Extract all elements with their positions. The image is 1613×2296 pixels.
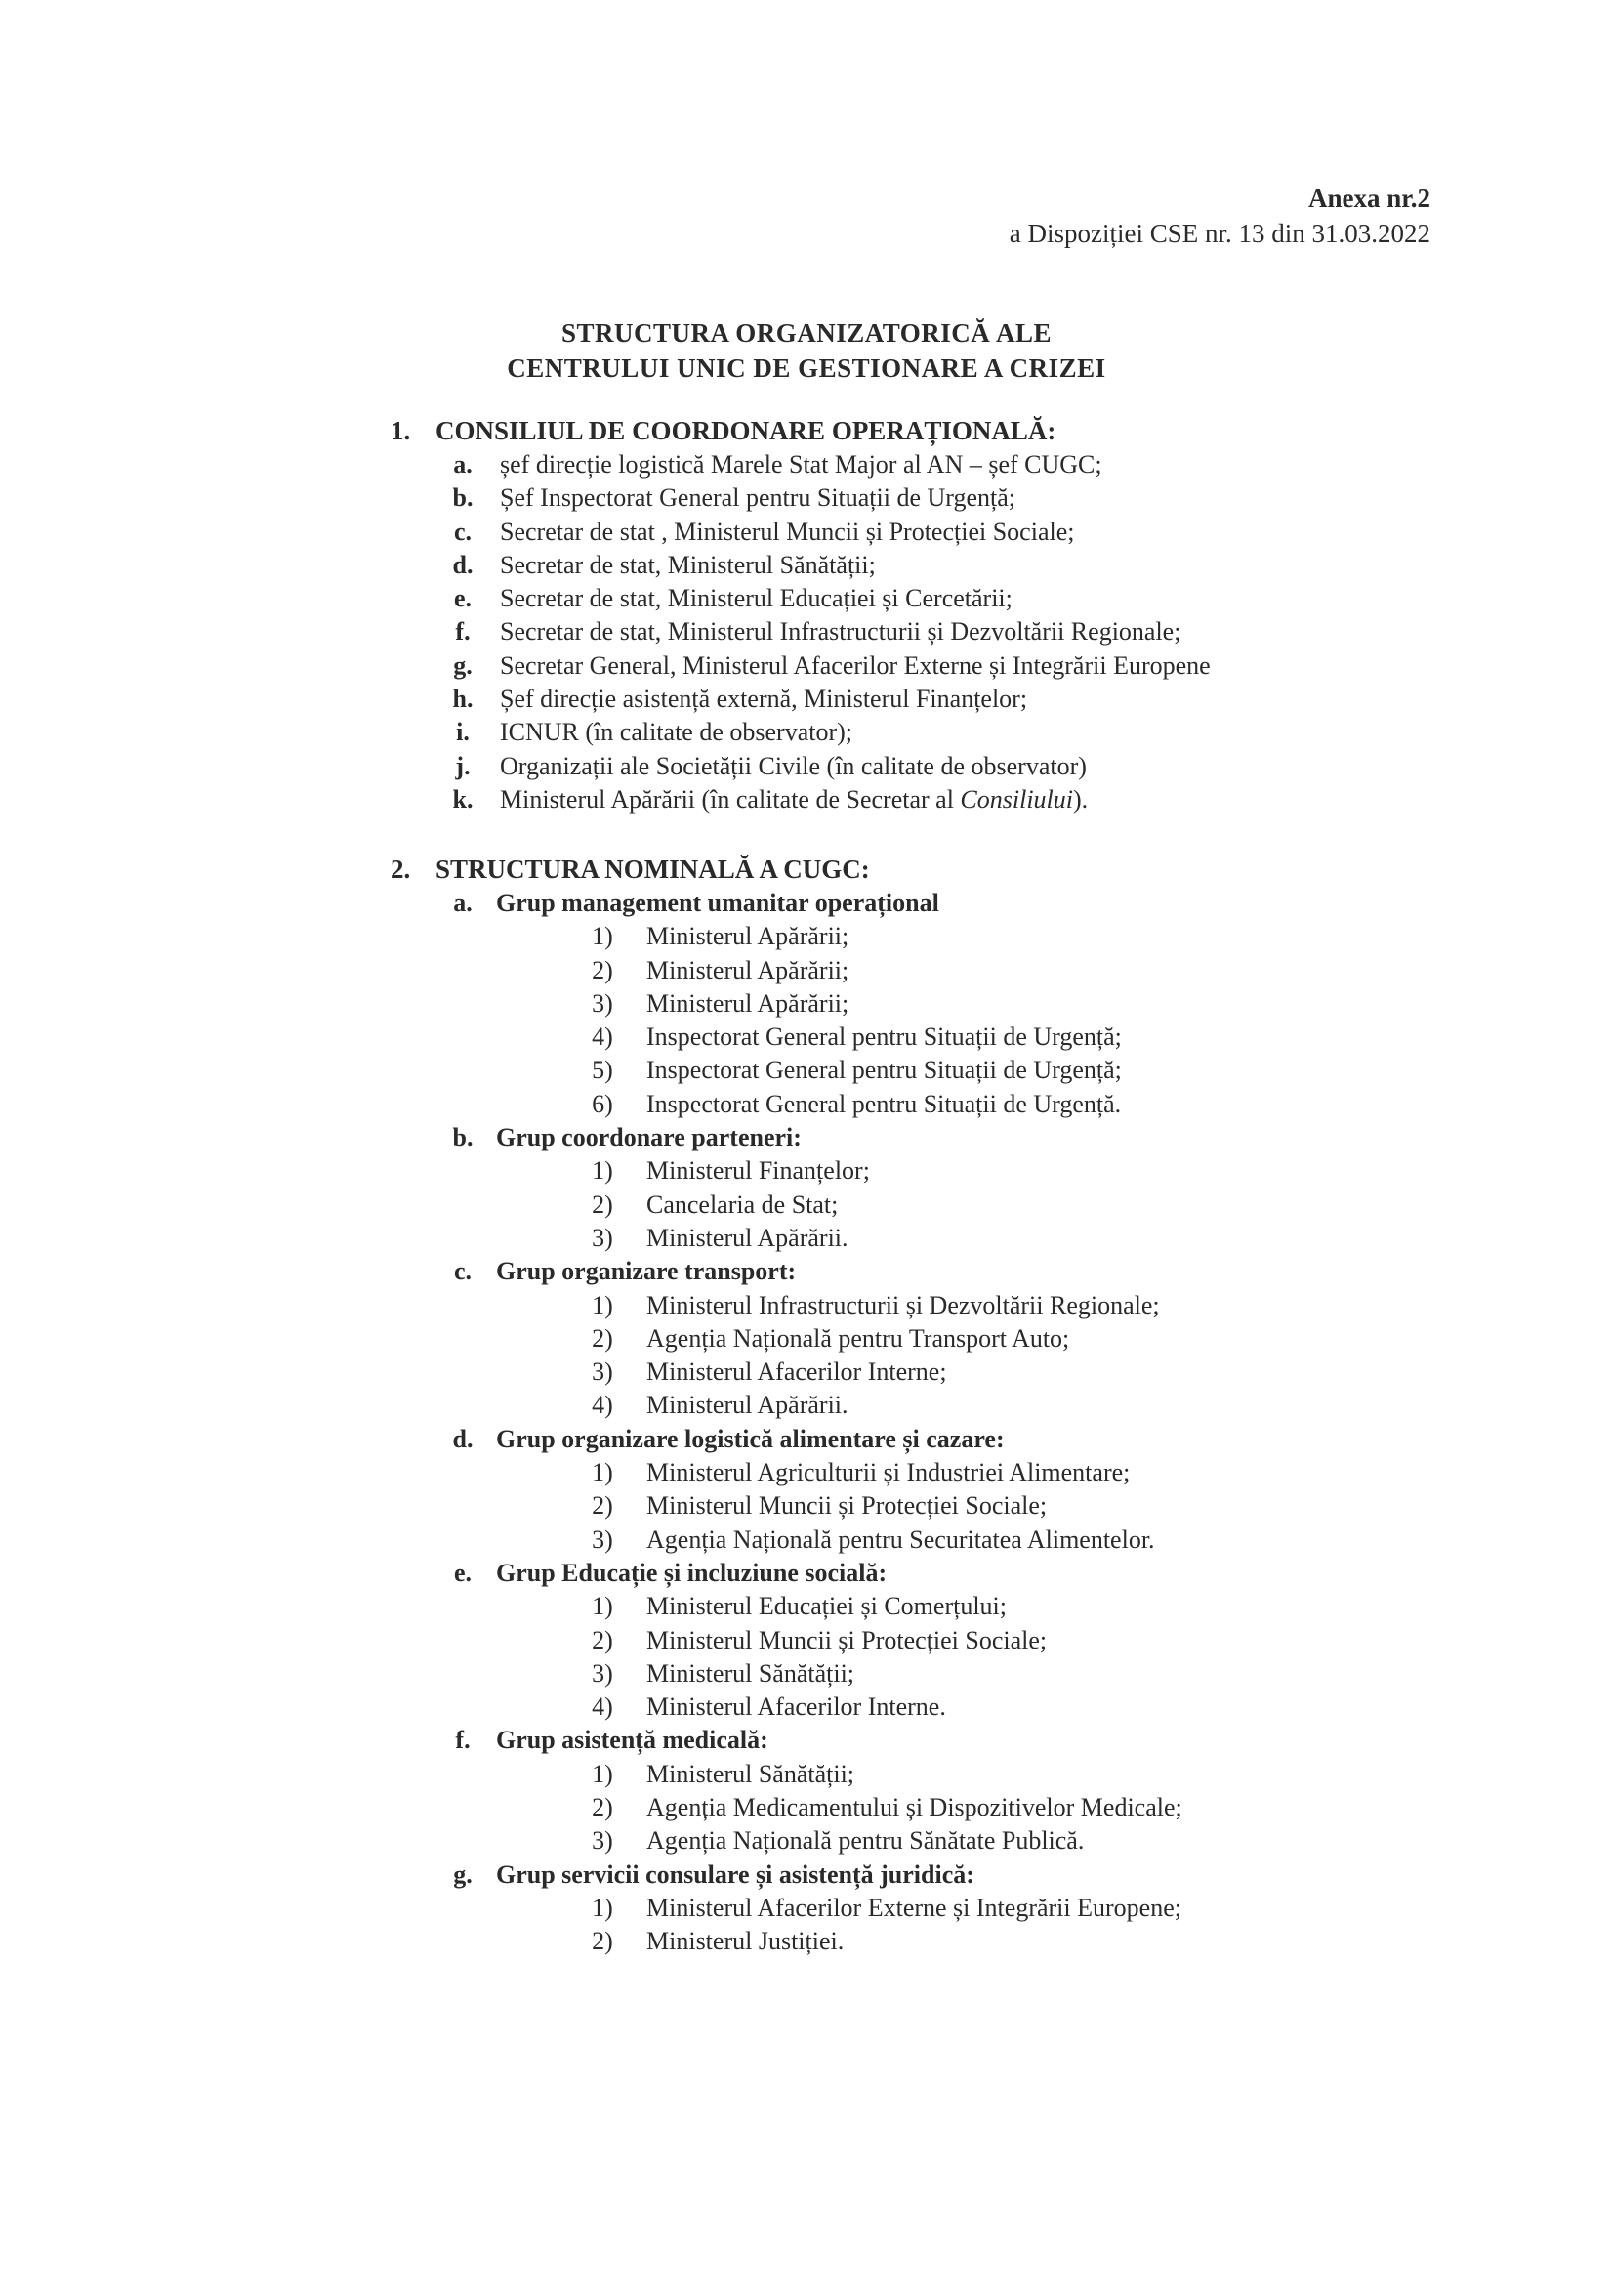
- group-item: [391, 1289, 1445, 1322]
- list-item: [391, 649, 1445, 683]
- item-text: Ministerul Educației și Comerțului;: [646, 1592, 1008, 1621]
- item-letter: e.: [453, 584, 473, 613]
- item-text: Ministerul Apărării;: [646, 988, 849, 1018]
- document-title: [0, 315, 1613, 386]
- section-council: [391, 413, 1445, 816]
- list-item: [391, 516, 1445, 549]
- item-text: Ministerul Agriculturii și Industriei Alimentare;: [646, 1458, 1131, 1487]
- item-text-main: Ministerul Apărării (în calitate de Secretar al: [500, 784, 961, 814]
- item-text: Ministerul Justiției.: [646, 1927, 845, 1956]
- item-text: Inspectorat General pentru Situații de Urgență;: [646, 1023, 1122, 1052]
- item-number: 3): [592, 1826, 613, 1856]
- group-item: [391, 1054, 1445, 1087]
- group-letter: b.: [452, 1123, 474, 1152]
- item-text: Ministerul Afacerilor Interne.: [646, 1692, 946, 1722]
- list-item: [391, 448, 1445, 481]
- group-item: [391, 1925, 1445, 1958]
- group-letter: c.: [453, 1257, 473, 1286]
- item-text: Inspectorat General pentru Situații de Urgență;: [646, 1056, 1122, 1085]
- item-text: Secretar General, Ministerul Afacerilor Externe și Integrării Europene: [500, 650, 1211, 680]
- list-item: [391, 615, 1445, 648]
- group-letter: f.: [455, 1726, 471, 1755]
- item-number: 4): [592, 1391, 613, 1420]
- group-item: [391, 920, 1445, 953]
- item-number: 5): [592, 1056, 613, 1085]
- section-heading: [391, 852, 1445, 887]
- group-title: Grup organizare transport:: [496, 1257, 797, 1286]
- group-letter: a.: [453, 889, 473, 917]
- list-item: [391, 783, 1445, 816]
- item-text: Cancelaria de Stat;: [646, 1190, 839, 1219]
- item-text: Șef direcție asistență externă, Ministerul Finanțelor;: [500, 685, 1028, 714]
- list-item: [391, 549, 1445, 582]
- group-item: [391, 1456, 1445, 1489]
- item-text: Ministerul Infrastructurii și Dezvoltării Regionale;: [646, 1290, 1160, 1319]
- item-number: 3): [592, 988, 613, 1018]
- group-item: [391, 1088, 1445, 1121]
- group-heading: [391, 887, 1445, 920]
- group-item: [391, 1389, 1445, 1422]
- annex-subtitle: a Dispoziției CSE nr. 13 din 31.03.2022: [1009, 219, 1430, 248]
- item-letter: j.: [455, 751, 471, 780]
- annex-title: Anexa nr.2: [1307, 184, 1430, 213]
- item-text: Agenția Națională pentru Transport Auto;: [646, 1323, 1070, 1353]
- item-number: 1): [592, 922, 613, 951]
- item-number: 4): [592, 1692, 613, 1722]
- item-letter: a.: [453, 450, 473, 479]
- group-letter: d.: [452, 1424, 474, 1453]
- item-text: Ministerul Apărării.: [646, 1223, 848, 1252]
- list-item: [391, 683, 1445, 716]
- item-letter: k.: [452, 784, 474, 814]
- group-item: [391, 1222, 1445, 1255]
- item-text: Agenția Națională pentru Sănătate Publică.: [646, 1826, 1085, 1856]
- section-title: STRUCTURA NOMINALĂ A CUGC:: [435, 855, 870, 884]
- item-number: 3): [592, 1658, 613, 1688]
- item-letter: b.: [452, 483, 474, 513]
- item-text: ICNUR (în calitate de observator);: [500, 718, 852, 747]
- group-item: [391, 987, 1445, 1021]
- group-item: [391, 954, 1445, 987]
- group-title: Grup coordonare parteneri:: [496, 1123, 802, 1152]
- item-number: 1): [592, 1290, 613, 1319]
- item-letter: f.: [455, 617, 471, 647]
- item-number: 1): [592, 1592, 613, 1621]
- item-number: 4): [592, 1023, 613, 1052]
- section-title: CONSILIUL DE COORDONARE OPERAȚIONALĂ:: [435, 416, 1056, 445]
- item-text: [500, 783, 1088, 816]
- item-text: Secretar de stat, Ministerul Infrastructurii și Dezvoltării Regionale;: [500, 617, 1181, 647]
- list-item: [391, 750, 1445, 783]
- item-letter: g.: [453, 650, 473, 680]
- list-item: [391, 716, 1445, 749]
- list-item: [391, 582, 1445, 615]
- group-item: [391, 1758, 1445, 1791]
- group-item: [391, 1590, 1445, 1623]
- item-number: 2): [592, 1625, 613, 1654]
- item-number: 1): [592, 1893, 613, 1922]
- group-item: [391, 1791, 1445, 1824]
- group-item: [391, 1691, 1445, 1724]
- group-item: [391, 1021, 1445, 1054]
- item-text: Secretar de stat , Ministerul Muncii și Protecției Sociale;: [500, 517, 1075, 546]
- item-number: 2): [592, 1927, 613, 1956]
- group-item: [391, 1154, 1445, 1188]
- section-nominal-structure: [391, 852, 1445, 1959]
- item-text: Ministerul Apărării.: [646, 1391, 848, 1420]
- item-number: 6): [592, 1089, 613, 1118]
- group-heading: [391, 1255, 1445, 1288]
- group-title: Grup organizare logistică alimentare și cazare:: [496, 1424, 1005, 1453]
- item-text: Ministerul Finanțelor;: [646, 1156, 870, 1186]
- item-text: Secretar de stat, Ministerul Sănătății;: [500, 550, 876, 579]
- group-item: [391, 1657, 1445, 1691]
- item-text: Ministerul Muncii și Protecției Sociale;: [646, 1491, 1048, 1521]
- item-number: 3): [592, 1223, 613, 1252]
- item-text: Ministerul Apărării;: [646, 955, 849, 984]
- item-text: Ministerul Apărării;: [646, 922, 849, 951]
- item-text: Ministerul Muncii și Protecției Sociale;: [646, 1625, 1048, 1654]
- group-title: Grup asistență medicală:: [496, 1726, 768, 1755]
- group-title: Grup servicii consulare și asistență juridică:: [496, 1859, 974, 1889]
- group-item: [391, 1189, 1445, 1222]
- item-text: Ministerul Sănătății;: [646, 1658, 855, 1688]
- item-letter: i.: [456, 718, 470, 747]
- item-text-italic: Consiliului: [960, 784, 1073, 814]
- item-number: 2): [592, 1323, 613, 1353]
- group-item: [391, 1892, 1445, 1925]
- item-text: Agenția Medicamentului și Dispozitivelor Medicale;: [646, 1793, 1182, 1822]
- group-item: [391, 1489, 1445, 1523]
- item-text-tail: ).: [1073, 784, 1089, 814]
- group-heading: [391, 1423, 1445, 1456]
- group-item: [391, 1624, 1445, 1657]
- item-text: Inspectorat General pentru Situații de Urgență.: [646, 1089, 1122, 1118]
- item-text: Ministerul Afacerilor Externe și Integrării Europene;: [646, 1893, 1181, 1922]
- group-letter: g.: [453, 1859, 473, 1889]
- item-text: Ministerul Sănătății;: [646, 1759, 855, 1788]
- item-text: Agenția Națională pentru Securitatea Alimentelor.: [646, 1524, 1155, 1554]
- item-text: șef direcție logistică Marele Stat Major al AN – șef CUGC;: [500, 450, 1102, 479]
- item-text: Șef Inspectorat General pentru Situații de Urgență;: [500, 483, 1016, 513]
- group-item: [391, 1356, 1445, 1389]
- item-number: 3): [592, 1357, 613, 1387]
- item-number: 1): [592, 1156, 613, 1186]
- annex-header: [1010, 181, 1430, 251]
- group-letter: e.: [453, 1558, 473, 1587]
- item-letter: d.: [452, 550, 474, 579]
- section-number: 1.: [391, 416, 411, 445]
- group-item: [391, 1322, 1445, 1356]
- item-number: 1): [592, 1759, 613, 1788]
- group-heading: [391, 1858, 1445, 1892]
- item-number: 2): [592, 1190, 613, 1219]
- group-heading: [391, 1121, 1445, 1154]
- item-number: 2): [592, 1491, 613, 1521]
- section-heading: [391, 413, 1445, 448]
- group-item: [391, 1524, 1445, 1557]
- item-number: 3): [592, 1524, 613, 1554]
- item-text: Secretar de stat, Ministerul Educației și Cercetării;: [500, 584, 1013, 613]
- item-text: Ministerul Afacerilor Interne;: [646, 1357, 947, 1387]
- item-text: Organizații ale Societății Civile (în calitate de observator): [500, 751, 1087, 780]
- item-number: 2): [592, 1793, 613, 1822]
- document-title-line-2: CENTRULUI UNIC DE GESTIONARE A CRIZEI: [507, 354, 1106, 383]
- document-title-line-1: STRUCTURA ORGANIZATORICĂ ALE: [560, 318, 1053, 348]
- item-letter: c.: [453, 517, 473, 546]
- group-title: Grup Educație și incluziune socială:: [496, 1558, 888, 1587]
- item-number: 1): [592, 1458, 613, 1487]
- item-number: 2): [592, 955, 613, 984]
- group-item: [391, 1824, 1445, 1858]
- section-number: 2.: [391, 855, 411, 884]
- group-heading: [391, 1557, 1445, 1590]
- group-heading: [391, 1724, 1445, 1757]
- list-item: [391, 481, 1445, 515]
- group-title: Grup management umanitar operațional: [496, 889, 939, 917]
- item-letter: h.: [452, 685, 474, 714]
